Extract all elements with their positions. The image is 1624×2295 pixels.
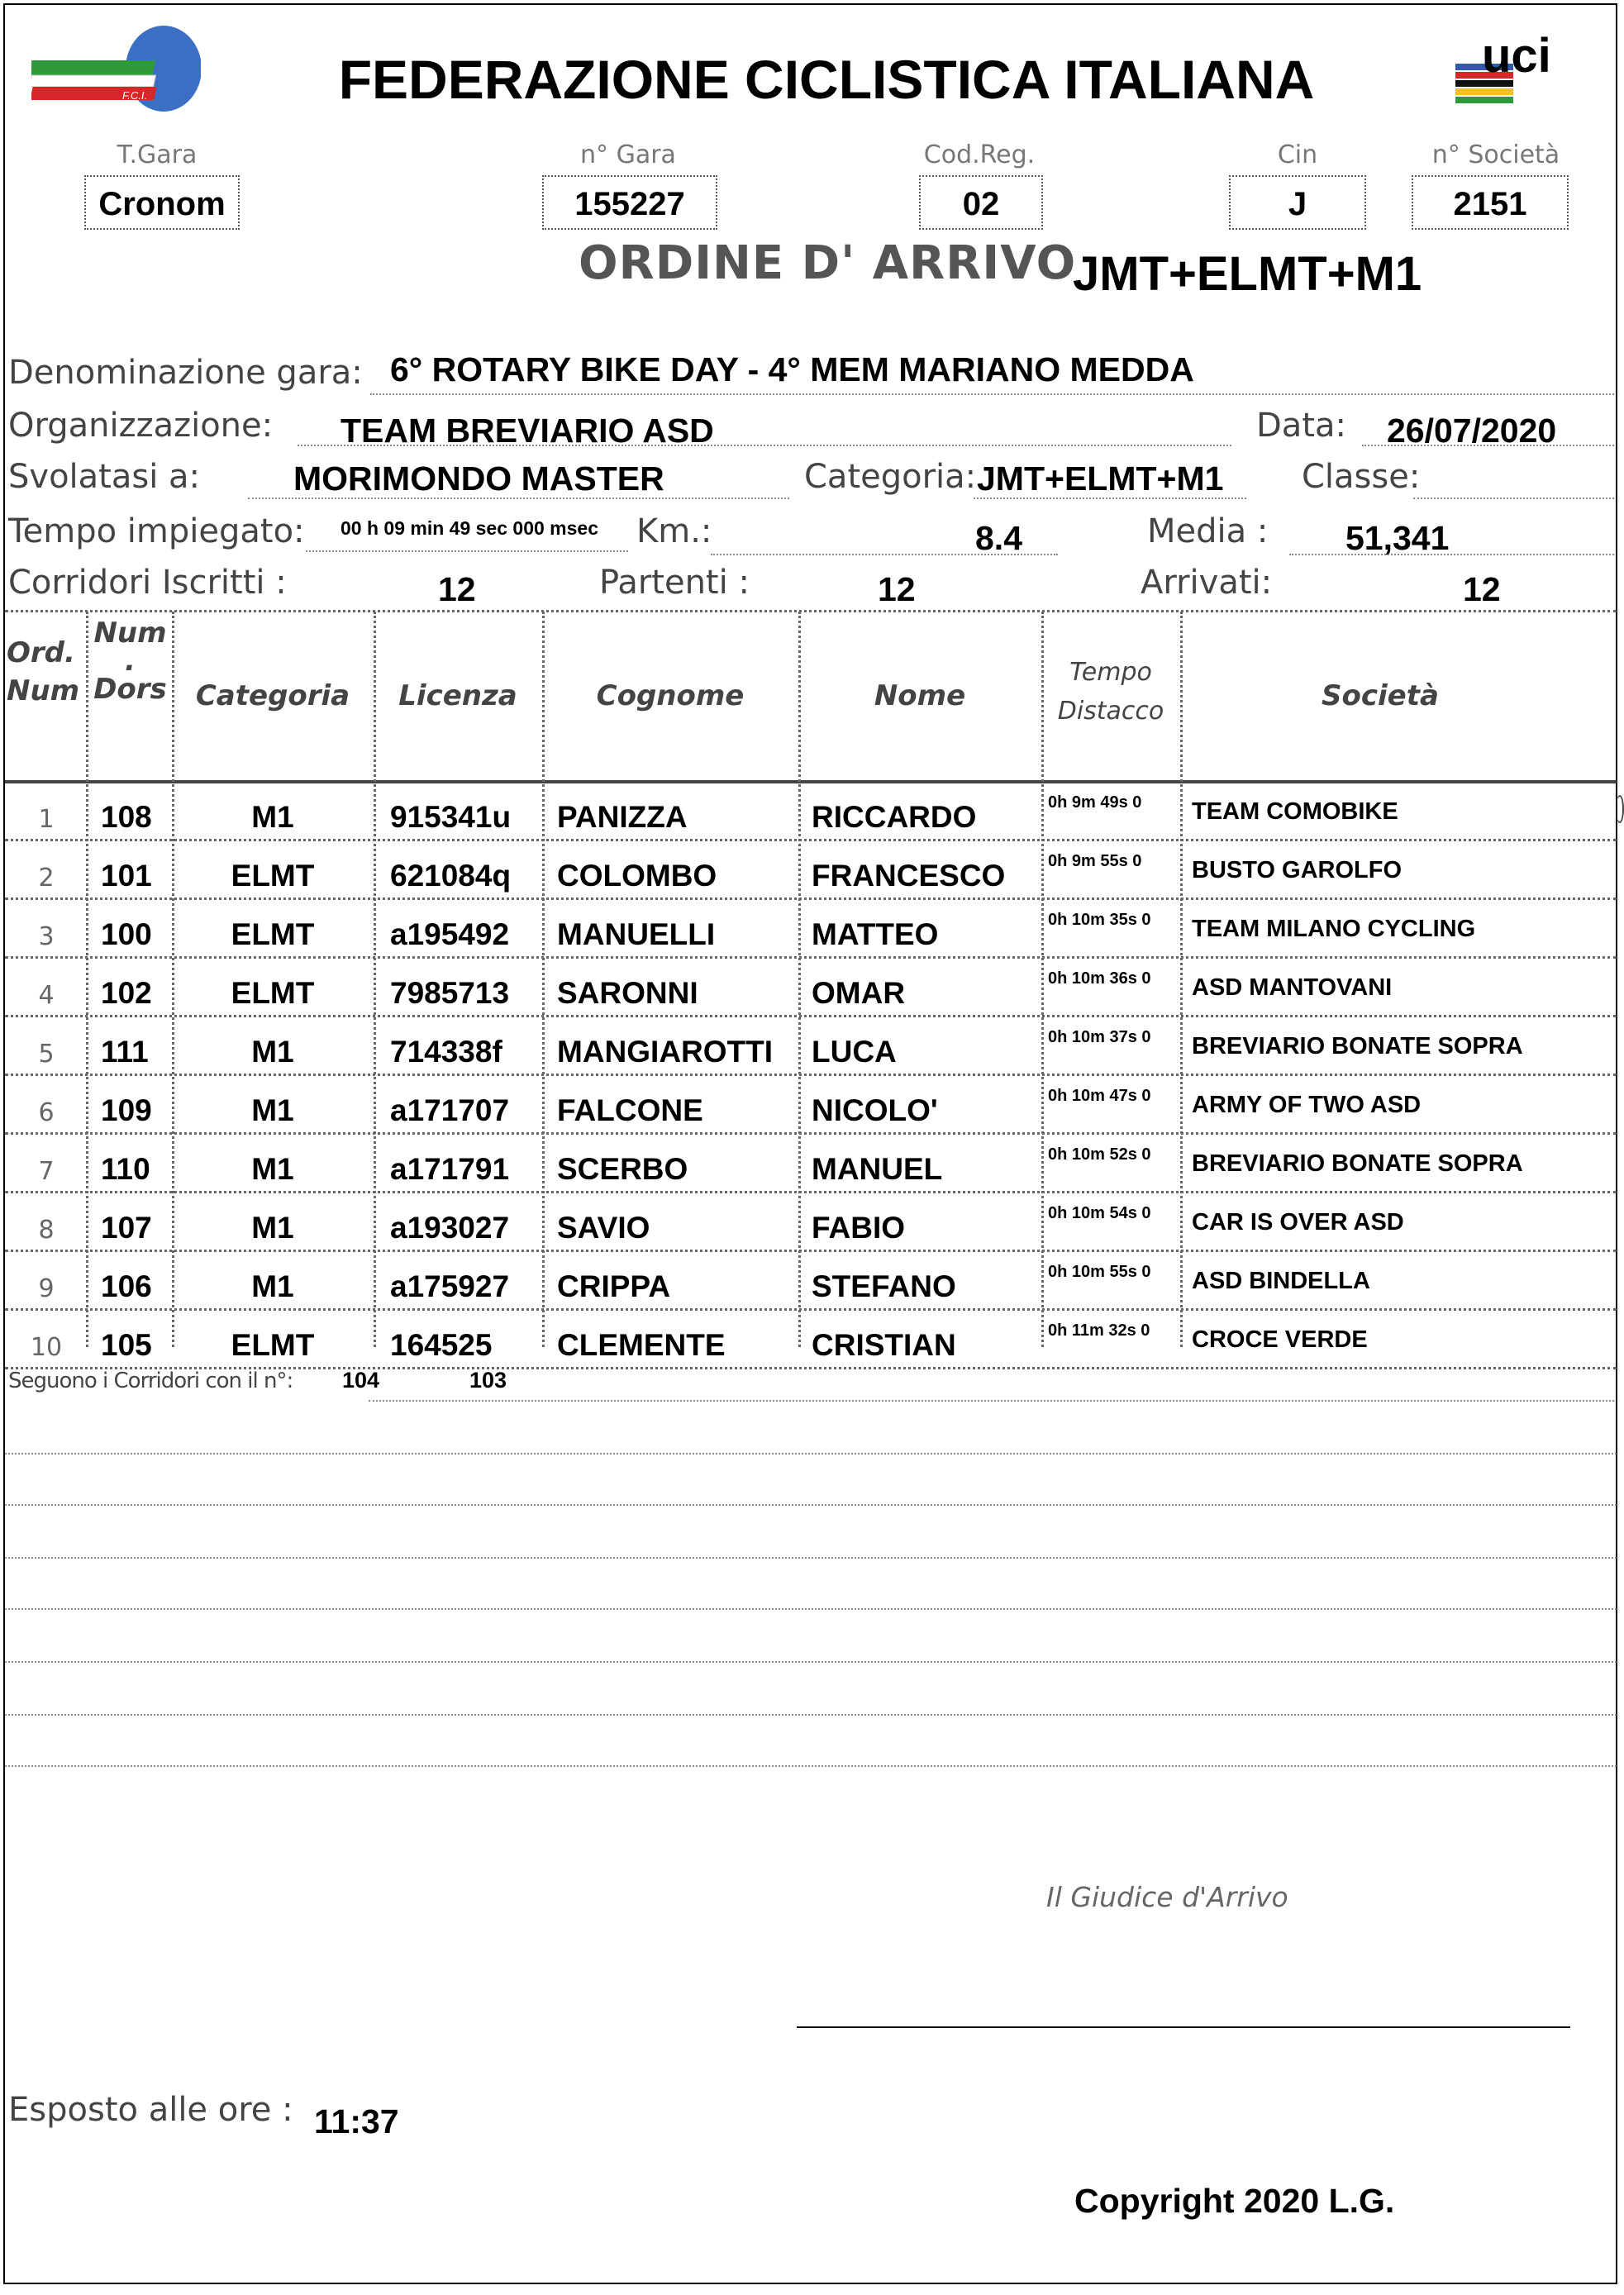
cell-categoria: ELMT	[231, 976, 315, 1010]
cell-dors: 106	[101, 1269, 152, 1303]
cell-categoria: M1	[251, 800, 294, 834]
seguono-label: Seguono i Corridori con il n°:	[8, 1369, 293, 1393]
table-row	[0, 1251, 1624, 1310]
cell-nome: MATTEO	[812, 917, 939, 951]
cell-nome: LUCA	[812, 1035, 897, 1069]
seguono-number-1: 104	[342, 1368, 380, 1393]
cell-ord: 6	[38, 1098, 55, 1127]
cell-cognome: FALCONE	[557, 1093, 703, 1127]
cell-categoria: ELMT	[231, 1328, 315, 1362]
esposto-value: 11:37	[314, 2102, 399, 2140]
categoria-value: JMT+ELMT+M1	[977, 459, 1224, 498]
cin-value: J	[1288, 186, 1307, 222]
cell-categoria: M1	[251, 1035, 294, 1069]
cell-licenza: a175927	[390, 1269, 510, 1303]
cell-societa: BREVIARIO BONATE SOPRA	[1192, 1150, 1523, 1177]
table-row	[0, 840, 1624, 899]
cell-nome: STEFANO	[812, 1269, 956, 1303]
media-label: Media :	[1147, 512, 1269, 550]
cell-cognome: CLEMENTE	[557, 1328, 726, 1362]
cell-nome: CRISTIAN	[812, 1328, 956, 1362]
cell-licenza: 915341u	[390, 800, 512, 834]
cell-dors: 105	[101, 1328, 152, 1362]
cell-ord: 8	[38, 1216, 55, 1245]
denominazione-value: 6° ROTARY BIKE DAY - 4° MEM MARIANO MEDDA	[390, 350, 1194, 388]
cell-dors: 101	[101, 859, 152, 893]
cell-tempo: 0h 10m 36s 0	[1048, 969, 1151, 988]
cell-tempo: 0h 10m 35s 0	[1048, 911, 1151, 929]
cell-licenza: 714338f	[390, 1035, 502, 1069]
cell-nome: MANUEL	[812, 1152, 943, 1186]
cell-licenza: a171707	[390, 1093, 510, 1127]
iscritti-value: 12	[438, 570, 476, 608]
cell-tempo: 0h 9m 49s 0	[1048, 793, 1142, 812]
organizzazione-value: TEAM BREVIARIO ASD	[341, 412, 714, 450]
cell-nome: FRANCESCO	[812, 859, 1006, 893]
cell-cognome: COLOMBO	[557, 859, 717, 893]
cell-ord: 10	[30, 1333, 63, 1362]
table-row	[0, 958, 1624, 1017]
cell-nome: NICOLO'	[812, 1093, 938, 1127]
esposto-label: Esposto alle ore :	[8, 2091, 293, 2129]
media-value: 51,341	[1345, 519, 1450, 557]
cell-licenza: a171791	[390, 1152, 510, 1186]
km-label: Km.:	[636, 512, 712, 550]
cell-ord: 9	[38, 1274, 55, 1303]
data-value: 26/07/2020	[1387, 412, 1557, 450]
header-tempo: Tempo Distacco	[1057, 658, 1164, 726]
cell-categoria: M1	[251, 1152, 294, 1186]
cell-cognome: CRIPPA	[557, 1269, 671, 1303]
header-nome: Nome	[874, 679, 966, 712]
cell-ord: 7	[38, 1157, 55, 1186]
nsocieta-value: 2151	[1453, 186, 1527, 222]
svolatasi-value: MORIMONDO MASTER	[293, 459, 664, 498]
cell-nome: OMAR	[812, 976, 906, 1010]
fci-logo	[31, 23, 201, 114]
cell-categoria: ELMT	[231, 917, 315, 951]
cell-cognome: PANIZZA	[557, 800, 688, 834]
table-row	[0, 1310, 1624, 1369]
signature-line	[797, 2026, 1570, 2028]
ngara-label: n° Gara	[580, 140, 676, 169]
cell-dors: 110	[101, 1152, 150, 1186]
cell-dors: 109	[101, 1093, 152, 1127]
header-categoria: Categoria	[195, 679, 350, 712]
svolatasi-label: Svolatasi a:	[8, 458, 201, 496]
partenti-label: Partenti :	[599, 564, 750, 602]
header-num-dors: Num . Dors	[93, 617, 167, 706]
cell-tempo: 0h 10m 37s 0	[1048, 1028, 1151, 1046]
cell-dors: 111	[101, 1035, 149, 1069]
cell-societa: ASD BINDELLA	[1192, 1268, 1370, 1294]
cell-tempo: 0h 10m 52s 0	[1048, 1145, 1151, 1164]
table-row	[0, 1134, 1624, 1193]
cell-ord: 4	[38, 981, 55, 1010]
cell-licenza: a193027	[390, 1211, 510, 1245]
cell-licenza: 164525	[390, 1328, 493, 1362]
cell-nome: FABIO	[812, 1211, 906, 1245]
cell-licenza: 621084q	[390, 859, 512, 893]
cell-societa: ARMY OF TWO ASD	[1192, 1092, 1422, 1118]
copyright: Copyright 2020 L.G.	[1074, 2182, 1395, 2220]
partenti-value: 12	[878, 570, 916, 608]
tgara-label: T.Gara	[117, 140, 198, 169]
category-code: JMT+ELMT+M1	[1073, 247, 1422, 301]
arrivati-label: Arrivati:	[1141, 564, 1273, 602]
cin-label: Cin	[1277, 140, 1318, 169]
cell-tempo: 0h 10m 55s 0	[1048, 1263, 1151, 1281]
table-row	[0, 1017, 1624, 1075]
cell-societa: CROCE VERDE	[1192, 1326, 1368, 1353]
table-row	[0, 782, 1624, 840]
seguono-number-2: 103	[469, 1368, 507, 1393]
cell-nome: RICCARDO	[812, 800, 977, 834]
tempo-value: 00 h 09 min 49 sec 000 msec	[341, 517, 598, 539]
classe-label: Classe:	[1302, 458, 1421, 496]
cell-categoria: M1	[251, 1211, 294, 1245]
giudice-label: Il Giudice d'Arrivo	[1046, 1881, 1288, 1913]
codreg-label: Cod.Reg.	[923, 140, 1036, 169]
header-ord: Ord. Num	[7, 636, 80, 707]
header-licenza: Licenza	[398, 679, 517, 712]
cell-categoria: M1	[251, 1269, 294, 1303]
svg-text:F.C.I.: F.C.I.	[122, 89, 148, 102]
cell-dors: 100	[101, 917, 152, 951]
table-row	[0, 899, 1624, 958]
tgara-value: Cronom	[98, 186, 226, 222]
cell-tempo: 0h 10m 47s 0	[1048, 1087, 1151, 1105]
cell-cognome: SARONNI	[557, 976, 698, 1010]
cell-cognome: SAVIO	[557, 1211, 650, 1245]
table-row	[0, 1193, 1624, 1251]
header-societa: Società	[1322, 679, 1439, 712]
cell-ord: 1	[38, 805, 55, 834]
svg-text:uci: uci	[1482, 29, 1551, 83]
edge-mark	[1616, 795, 1624, 823]
cell-dors: 107	[101, 1211, 152, 1245]
cell-categoria: ELMT	[231, 859, 315, 893]
km-value: 8.4	[975, 519, 1022, 557]
arrivati-value: 12	[1463, 570, 1501, 608]
table-row	[0, 1075, 1624, 1134]
cell-tempo: 0h 11m 32s 0	[1048, 1321, 1150, 1340]
cell-ord: 2	[38, 864, 55, 893]
categoria-label: Categoria:	[804, 458, 977, 496]
header-cognome: Cognome	[596, 679, 745, 712]
cell-societa: TEAM COMOBIKE	[1192, 798, 1398, 825]
cell-societa: BREVIARIO BONATE SOPRA	[1192, 1033, 1523, 1059]
denominazione-label: Denominazione gara:	[8, 354, 363, 392]
codreg-value: 02	[962, 186, 1000, 222]
cell-societa: CAR IS OVER ASD	[1192, 1209, 1404, 1236]
cell-tempo: 0h 9m 55s 0	[1048, 852, 1142, 870]
organizzazione-label: Organizzazione:	[8, 407, 274, 445]
cell-societa: TEAM MILANO CYCLING	[1192, 916, 1476, 942]
cell-licenza: 7985713	[390, 976, 510, 1010]
cell-dors: 102	[101, 976, 152, 1010]
cell-cognome: MANUELLI	[557, 917, 716, 951]
cell-licenza: a195492	[390, 917, 510, 951]
ngara-value: 155227	[574, 186, 685, 222]
cell-cognome: SCERBO	[557, 1152, 688, 1186]
cell-dors: 108	[101, 800, 152, 834]
tempo-label: Tempo impiegato:	[8, 512, 305, 550]
cell-ord: 3	[38, 922, 55, 951]
iscritti-label: Corridori Iscritti :	[8, 564, 287, 602]
document-subtitle: ORDINE D' ARRIVO	[579, 236, 1077, 290]
cell-societa: ASD MANTOVANI	[1192, 974, 1393, 1001]
uci-logo	[1450, 21, 1595, 116]
cell-societa: BUSTO GAROLFO	[1192, 857, 1403, 883]
cell-ord: 5	[38, 1040, 55, 1069]
cell-cognome: MANGIAROTTI	[557, 1035, 774, 1069]
cell-categoria: M1	[251, 1093, 294, 1127]
cell-tempo: 0h 10m 54s 0	[1048, 1204, 1151, 1222]
nsocieta-label: n° Società	[1431, 140, 1560, 169]
page-title: FEDERAZIONE CICLISTICA ITALIANA	[338, 49, 1315, 110]
data-label: Data:	[1256, 407, 1346, 445]
